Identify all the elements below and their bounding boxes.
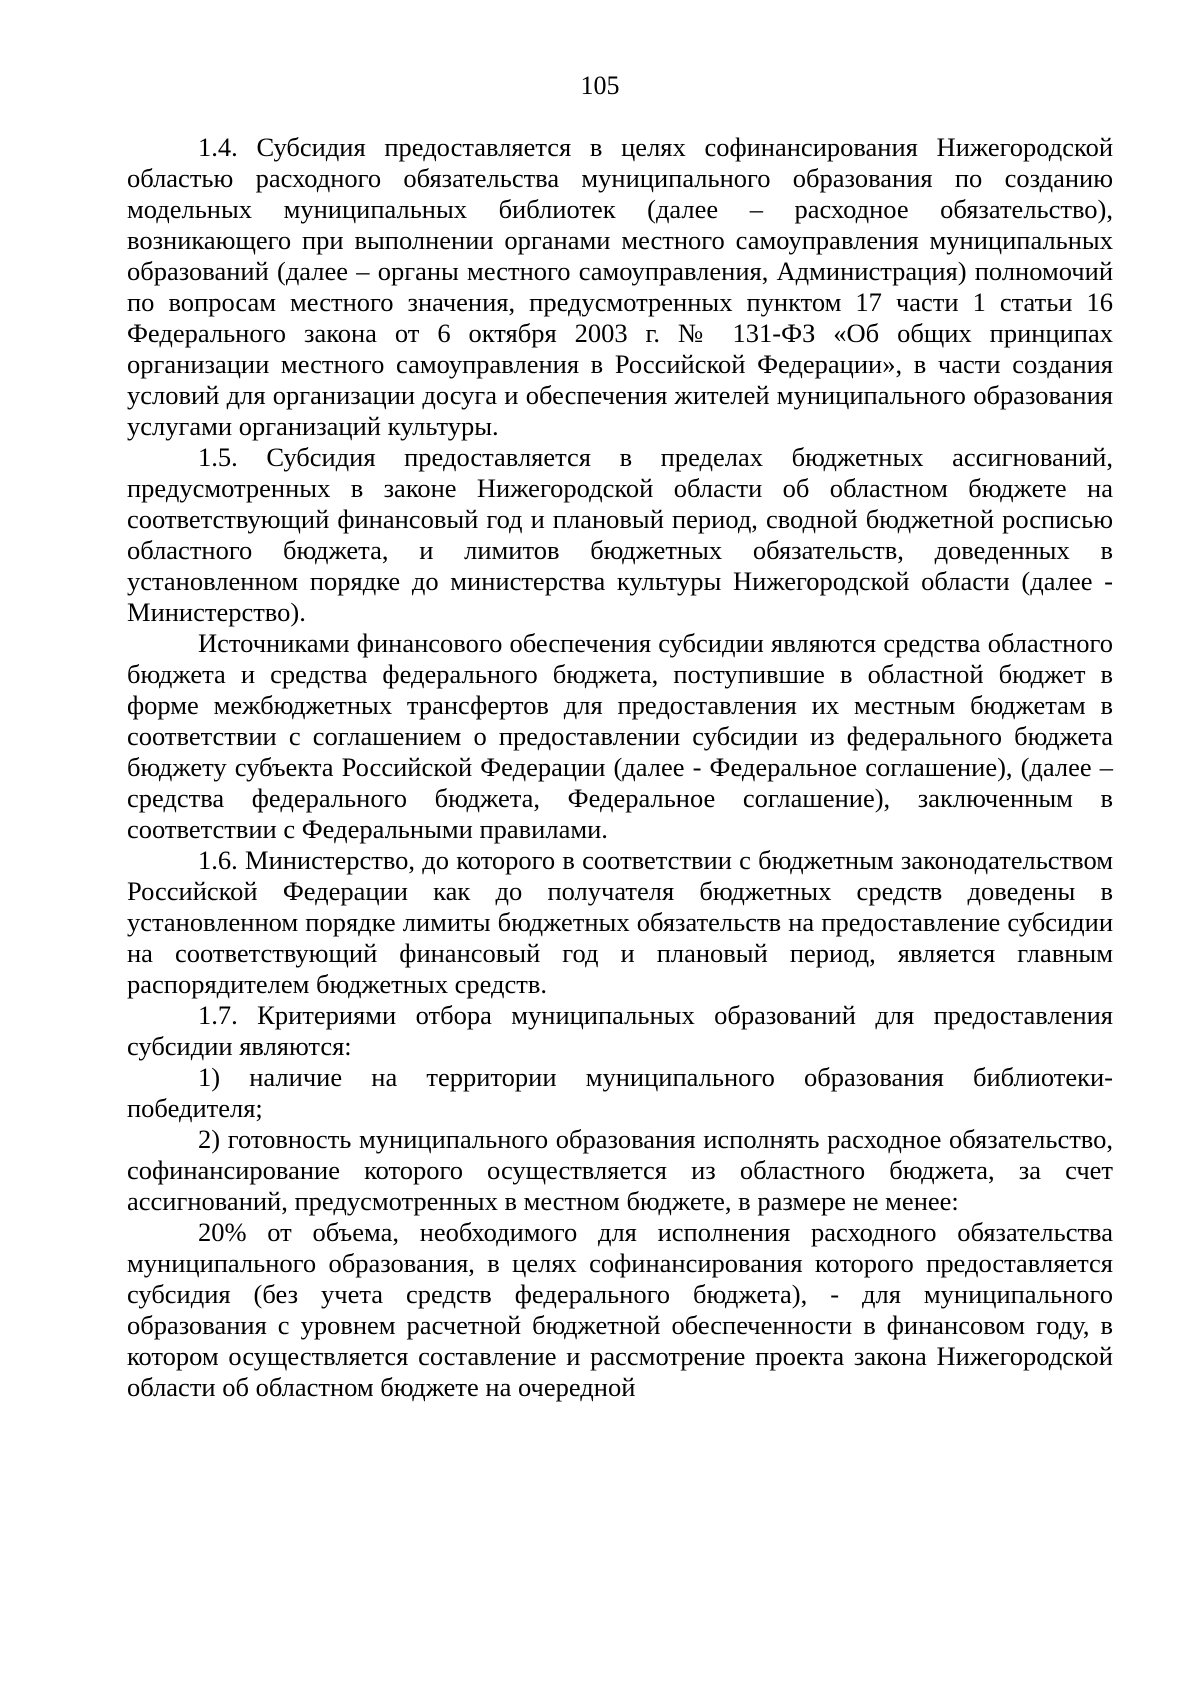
paragraph-1-5: 1.5. Субсидия предоставляется в пределах бюджетных ассигнований, предусмотренных в законе Нижегородской области об областном бюджете на соответствующий финансовый год и плановый период, сводной бюджетной росписью областного бюджета, и лимитов бюджетных обязательств, доведенных в установленном порядке до министерства культуры Нижегородской области (далее - Министерство). <box>127 442 1113 627</box>
paragraph-1-7: 1.7. Критериями отбора муниципальных образований для предоставления субсидии являются: <box>127 1000 1113 1061</box>
criteria-item-1: 1) наличие на территории муниципального образования библиотеки-победителя; <box>127 1062 1113 1123</box>
paragraph-1-6: 1.6. Министерство, до которого в соответствии с бюджетным законодательством Российской Федерации как до получателя бюджетных средств доведены в установленном порядке лимиты бюджетных обязательств на предоставление субсидии на соответствующий финансовый год и плановый период, является главным распорядителем бюджетных средств. <box>127 845 1113 999</box>
paragraph-cofinancing-20-percent: 20% от объема, необходимого для исполнения расходного обязательства муниципального образования, в целях софинансирования которого предоставляется субсидия (без учета средств федерального бюджета), - для муниципального образования с уровнем расчетной бюджетной обеспеченности в финансовом году, в котором осуществляется составление и рассмотрение проекта закона Нижегородской области об областном бюджете на очередной <box>127 1217 1113 1402</box>
paragraph-funding-sources: Источниками финансового обеспечения субсидии являются средства областного бюджета и средства федерального бюджета, поступившие в областной бюджет в форме межбюджетных трансфертов для предоставления их местным бюджетам в соответствии с соглашением о предоставлении субсидии из федерального бюджета бюджету субъекта Российской Федерации (далее - Федеральное соглашение), (далее – средства федерального бюджета, Федеральное соглашение), заключенным в соответствии с Федеральными правилами. <box>127 628 1113 844</box>
document-body <box>127 132 1113 1403</box>
paragraph-1-4: 1.4. Субсидия предоставляется в целях софинансирования Нижегородской областью расходного обязательства муниципального образования по созданию модельных муниципальных библиотек (далее – расходное обязательство), возникающего при выполнении органами местного самоуправления муниципальных образований (далее – органы местного самоуправления, Администрация) полномочий по вопросам местного значения, предусмотренных пунктом 17 части 1 статьи 16 Федерального закона от 6 октября 2003 г. № 131-ФЗ «Об общих принципах организации местного самоуправления в Российской Федерации», в части создания условий для организации досуга и обеспечения жителей муниципального образования услугами организаций культуры. <box>127 132 1113 441</box>
page-number: 105 <box>580 71 620 100</box>
criteria-item-2: 2) готовность муниципального образования исполнять расходное обязательство, софинансирование которого осуществляется из областного бюджета, за счет ассигнований, предусмотренных в местном бюджете, в размере не менее: <box>127 1124 1113 1216</box>
